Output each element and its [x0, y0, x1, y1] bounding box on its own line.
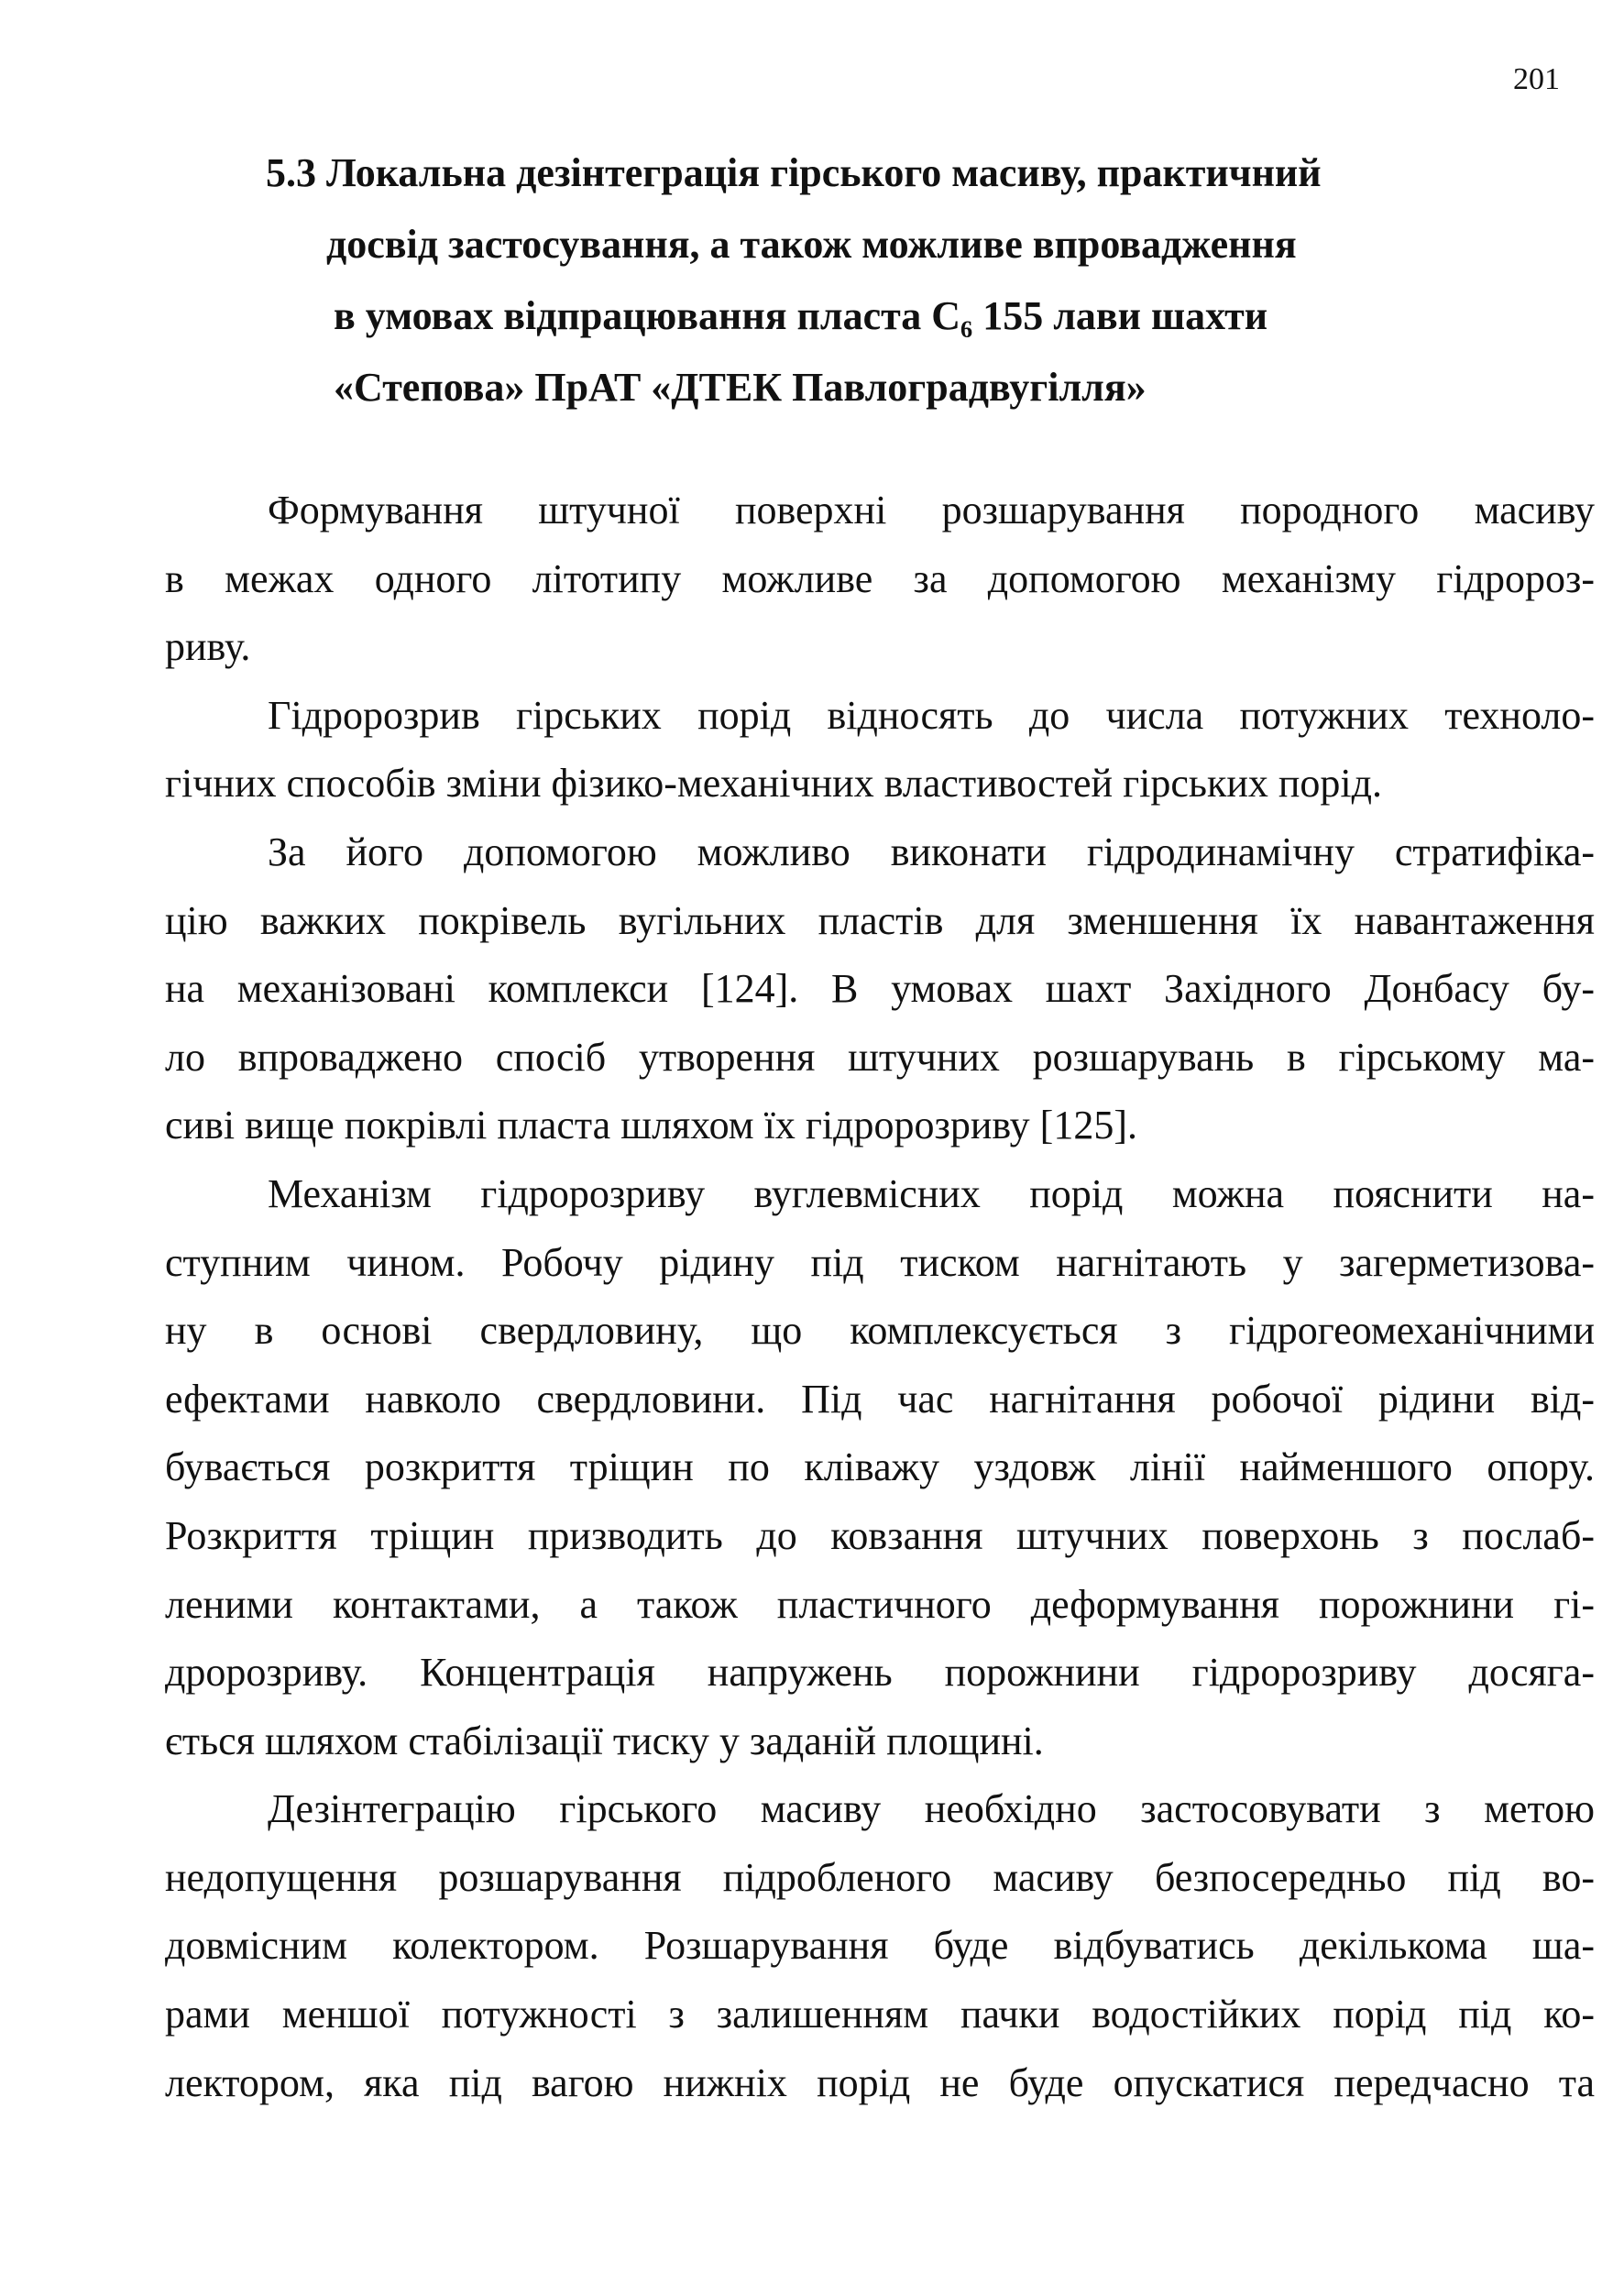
- text-line: на механізовані комплекси [124]. В умовах шахт Західного Донбасу бу-: [165, 966, 1595, 1012]
- section-heading-line: в умовах відпрацювання пласта C₆ 155 лави шахти: [334, 293, 1268, 338]
- text-line: цію важких покрівель вугільних пластів для зменшення їх навантаження: [165, 897, 1595, 943]
- text-line: бувається розкриття тріщин по кліважу уздовж лінії найменшого опору.: [165, 1444, 1595, 1490]
- body-text: [165, 477, 1595, 2117]
- text-line: ступним чином. Робочу рідину під тиском нагнітають у загерметизова-: [165, 1239, 1595, 1285]
- text-line: ну в основі свердловину, що комплексується з гідрогеомеханічними: [165, 1308, 1595, 1354]
- text-line: сиві вище покрівлі пласта шляхом їх гідророзриву [125].: [165, 1103, 1137, 1148]
- section-heading-line: 5.3 Локальна дезінтеграція гірського масиву, практичний: [266, 150, 1322, 195]
- text-line: гічних способів зміни фізико-механічних властивостей гірських порід.: [165, 761, 1383, 807]
- paragraph: [165, 1160, 1595, 1775]
- text-line: дророзриву. Концентрація напружень порожнини гідророзриву досяга-: [165, 1650, 1595, 1696]
- section-heading-line: досвід застосування, а також можливе впровадження: [326, 222, 1297, 267]
- text-line: леними контактами, а також пластичного деформування порожнини гі-: [165, 1581, 1595, 1627]
- text-line: Механізм гідророзриву вуглевмісних порід можна пояснити на-: [268, 1170, 1595, 1216]
- paragraph: [165, 682, 1595, 818]
- text-line: За його допомогою можливо виконати гідродинамічну стратифіка-: [268, 829, 1595, 874]
- text-line: Гідророзрив гірських порід відносять до числа потужних техноло-: [268, 692, 1595, 738]
- text-line: лектором, яка під вагою нижніх порід не буде опускатися передчасно та: [165, 2059, 1595, 2105]
- section-heading: [257, 137, 1485, 423]
- section-heading-line: «Степова» ПрАТ «ДТЕК Павлоградвугілля»: [334, 365, 1147, 410]
- paragraph: [165, 1775, 1595, 2117]
- paragraph: [165, 477, 1595, 682]
- text-line: ефектами навколо свердловини. Під час нагнітання робочої рідини від-: [165, 1376, 1595, 1422]
- text-line: Розкриття тріщин призводить до ковзання штучних поверхонь з послаб-: [165, 1512, 1595, 1558]
- page-number: 201: [1513, 62, 1560, 96]
- text-line: Дезінтеграцію гірського масиву необхідно застосовувати з метою: [268, 1786, 1595, 1832]
- text-line: недопущення розшарування підробленого масиву безпосередньо під во-: [165, 1854, 1595, 1900]
- paragraph: [165, 818, 1595, 1160]
- text-line: довмісним колектором. Розшарування буде відбуватись декількома ша-: [165, 1923, 1595, 1969]
- text-line: риву.: [165, 624, 251, 670]
- text-line: ється шляхом стабілізації тиску у заданій площині.: [165, 1718, 1044, 1763]
- text-line: Формування штучної поверхні розшарування породного масиву: [268, 488, 1595, 533]
- text-line: ло впроваджено спосіб утворення штучних розшарувань в гірському ма-: [165, 1034, 1595, 1080]
- text-line: в межах одного літотипу можливе за допомогою механізму гідророз-: [165, 555, 1595, 601]
- text-line: рами меншої потужності з залишенням пачки водостійких порід під ко-: [165, 1992, 1595, 2037]
